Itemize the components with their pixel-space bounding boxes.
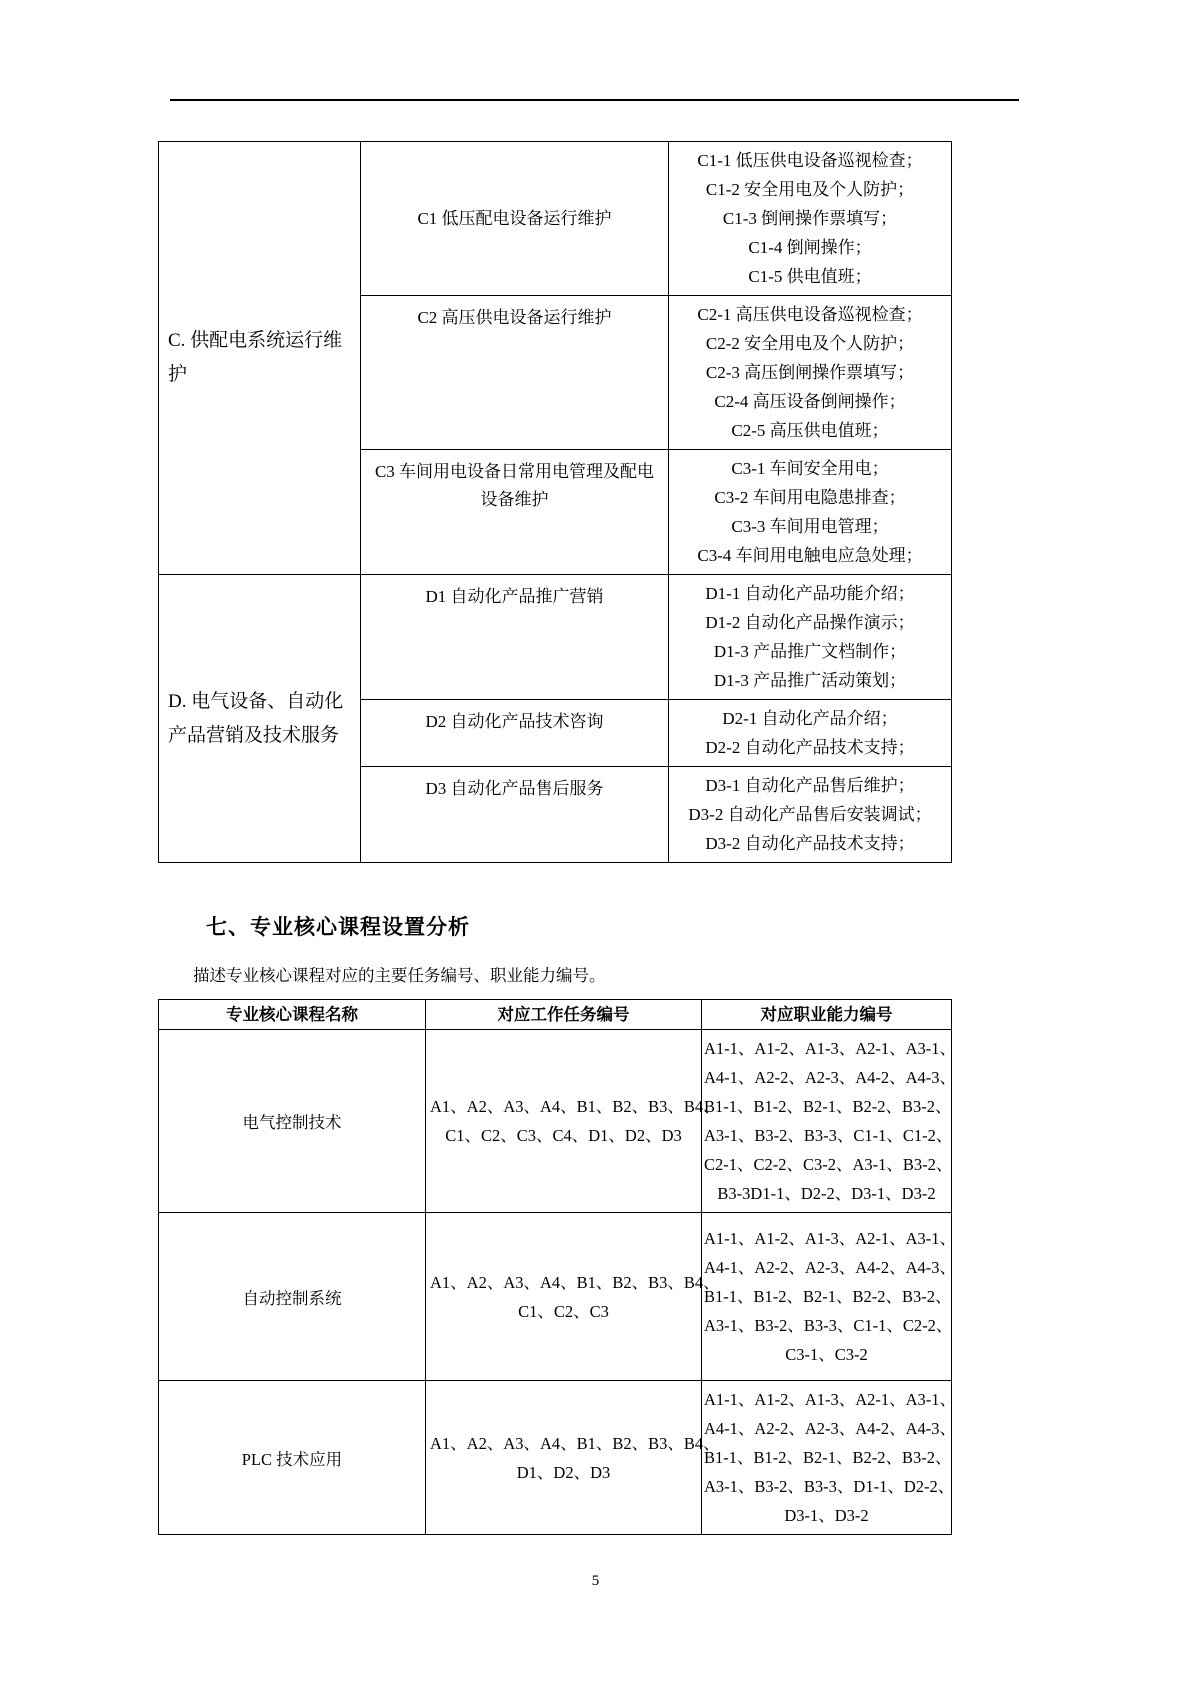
ability-line: D2-1 自动化产品介绍；	[722, 709, 898, 728]
section-heading: 七、专业核心课程设置分析	[206, 915, 470, 939]
ability-line: C3-2 车间用电隐患排查；	[714, 488, 906, 507]
ability-numbers-cell	[702, 1213, 957, 1381]
task-line: D1、D2、D3	[516, 1462, 611, 1482]
ability-line: C3-4 车间用电触电应急处理；	[697, 546, 923, 565]
course-cell: PLC 技术应用	[159, 1381, 426, 1535]
task-numbers-cell	[426, 1030, 720, 1213]
ability-line: C1-2 安全用电及个人防护；	[705, 180, 915, 199]
ability-line: C2-1 高压供电设备巡视检查；	[697, 305, 923, 324]
ability-cell-c3	[669, 450, 952, 575]
ability-line: D3-1 自动化产品售后维护；	[705, 776, 915, 795]
table-row	[159, 575, 952, 700]
ability-line: C2-2 安全用电及个人防护；	[705, 334, 915, 353]
ability-line: A4-1、A2-2、A2-3、A4-2、A4-3、	[704, 1068, 957, 1087]
ability-line: B3-3D1-1、D2-2、D3-1、D3-2	[717, 1184, 936, 1203]
ability-line: D1-3 产品推广活动策划；	[713, 671, 907, 690]
ability-line: A3-1、B3-2、B3-3、C1-1、C1-2、	[704, 1126, 953, 1145]
task-cell-c3: C3 车间用电设备日常用电管理及配电设备维护	[361, 450, 669, 575]
ability-line: C1-5 供电值班；	[748, 267, 872, 286]
ability-line: C1-1 低压供电设备巡视检查；	[697, 151, 923, 170]
ability-line: C2-1、C2-2、C3-2、A3-1、B3-2、	[704, 1155, 953, 1174]
ability-line: C2-3 高压倒闸操作票填写；	[705, 363, 915, 382]
ability-line: D1-3 产品推广文档制作；	[713, 642, 907, 661]
ability-line: B1-1、B1-2、B2-1、B2-2、B3-2、	[704, 1448, 952, 1467]
header-course-name: 专业核心课程名称	[159, 1000, 426, 1030]
ability-line: A1-1、A1-2、A1-3、A2-1、A3-1、	[704, 1039, 957, 1058]
ability-numbers-cell	[702, 1381, 957, 1535]
ability-line: D1-2 自动化产品操作演示；	[705, 613, 915, 632]
ability-line: D3-1、D3-2	[784, 1506, 869, 1525]
course-cell: 自动控制系统	[159, 1213, 426, 1381]
table-row	[159, 1381, 952, 1535]
task-numbers-cell	[426, 1381, 720, 1535]
table-header-row	[159, 1000, 952, 1030]
task-cell-d1: D1 自动化产品推广营销	[361, 575, 669, 700]
ability-line: C3-3 车间用电管理；	[731, 517, 889, 536]
ability-line: D3-2 自动化产品技术支持；	[705, 834, 915, 853]
ability-line: D2-2 自动化产品技术支持；	[705, 738, 915, 757]
category-cell-c: C. 供配电系统运行维护	[159, 142, 361, 575]
header-ability-numbers: 对应职业能力编号	[702, 1000, 952, 1030]
page-header-rule	[170, 99, 1019, 101]
task-cell-d3: D3 自动化产品售后服务	[361, 767, 669, 863]
ability-line: C3-1 车间安全用电；	[731, 459, 889, 478]
ability-line: B1-1、B1-2、B2-1、B2-2、B3-2、	[704, 1097, 952, 1116]
ability-line: A1-1、A1-2、A1-3、A2-1、A3-1、	[704, 1229, 957, 1248]
table-row	[159, 142, 952, 296]
ability-line: D1-1 自动化产品功能介绍；	[705, 584, 915, 603]
course-cell: 电气控制技术	[159, 1030, 426, 1213]
core-course-table	[158, 999, 957, 1535]
ability-line: C2-4 高压设备倒闸操作；	[714, 392, 906, 411]
ability-line: C1-4 倒闸操作；	[748, 238, 872, 257]
section-description: 描述专业核心课程对应的主要任务编号、职业能力编号。	[193, 966, 606, 985]
ability-cell-c2	[669, 296, 952, 450]
task-cell-d2: D2 自动化产品技术咨询	[361, 700, 669, 767]
ability-cell-d1	[669, 575, 952, 700]
table-row	[159, 1030, 952, 1213]
ability-numbers-cell	[702, 1030, 957, 1213]
task-cell-c2: C2 高压供电设备运行维护	[361, 296, 669, 450]
table-row	[159, 1213, 952, 1381]
ability-line: C3-1、C3-2	[785, 1345, 868, 1364]
ability-cell-d2	[669, 700, 952, 767]
ability-line: A4-1、A2-2、A2-3、A4-2、A4-3、	[704, 1258, 957, 1277]
ability-line: D3-2 自动化产品售后安装调试；	[688, 805, 932, 824]
task-line: C1、C2、C3	[518, 1301, 609, 1321]
page-number: 5	[591, 1573, 600, 1589]
task-line: A1、A2、A3、A4、B1、B2、B3、B4、	[430, 1433, 720, 1453]
ability-line: A1-1、A1-2、A1-3、A2-1、A3-1、	[704, 1390, 957, 1409]
task-cell-c1: C1 低压配电设备运行维护	[361, 142, 669, 296]
ability-line: A3-1、B3-2、B3-3、D1-1、D2-2、	[704, 1477, 955, 1496]
ability-line: B1-1、B1-2、B2-1、B2-2、B3-2、	[704, 1287, 952, 1306]
ability-line: C1-3 倒闸操作票填写；	[722, 209, 898, 228]
task-line: A1、A2、A3、A4、B1、B2、B3、B4、	[430, 1272, 720, 1292]
task-line: C1、C2、C3、C4、D1、D2、D3	[445, 1126, 682, 1145]
ability-line: C2-5 高压供电值班；	[731, 421, 889, 440]
work-task-ability-table	[158, 141, 952, 863]
header-task-numbers: 对应工作任务编号	[426, 1000, 702, 1030]
ability-line: A4-1、A2-2、A2-3、A4-2、A4-3、	[704, 1419, 957, 1438]
task-numbers-cell	[426, 1213, 720, 1381]
task-line: A1、A2、A3、A4、B1、B2、B3、B4、	[430, 1097, 720, 1116]
ability-cell-d3	[669, 767, 952, 863]
category-cell-d: D. 电气设备、自动化产品营销及技术服务	[159, 575, 361, 863]
ability-line: A3-1、B3-2、B3-3、C1-1、C2-2、	[704, 1316, 953, 1335]
ability-cell-c1	[669, 142, 952, 296]
